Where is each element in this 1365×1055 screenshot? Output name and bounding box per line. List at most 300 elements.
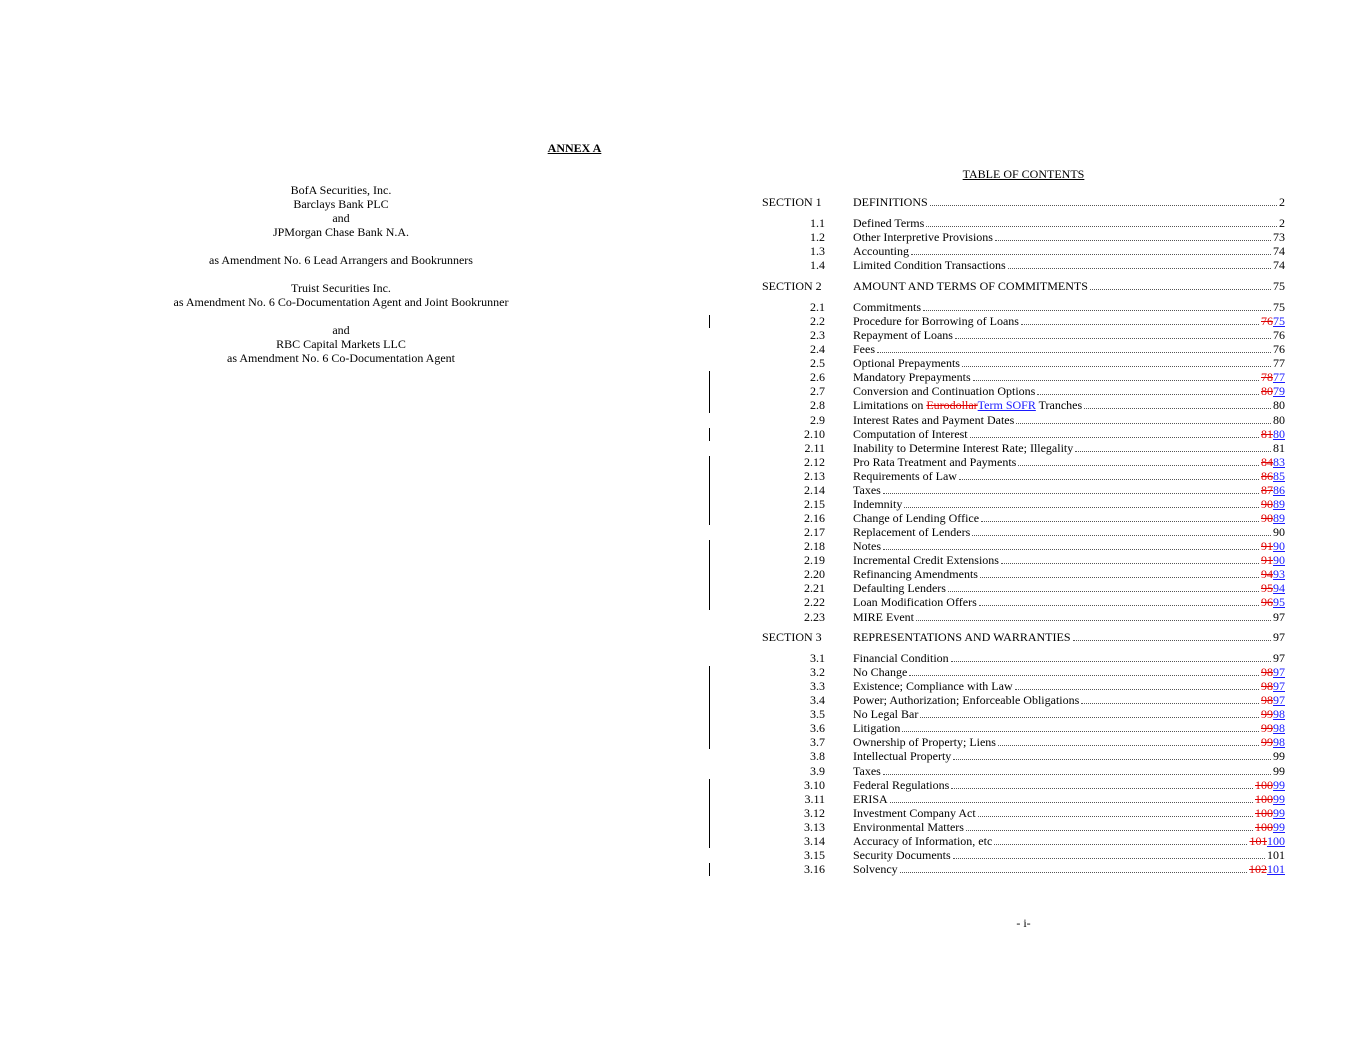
toc-entry-number: 2.23 [804, 609, 825, 624]
title-text: Fees [853, 342, 875, 357]
inserted-page: 75 [1273, 314, 1285, 329]
toc-entry-number: 2.8 [810, 398, 825, 413]
deleted-page: 91 [1261, 539, 1273, 554]
inserted-page: 93 [1273, 567, 1285, 582]
dot-leader [1008, 267, 1271, 269]
toc-entry-number: 2.9 [810, 412, 825, 427]
deleted-page: 102 [1249, 862, 1267, 877]
dot-leader [877, 351, 1271, 353]
title-text: Taxes [853, 482, 881, 497]
toc-entry-number: 2.19 [804, 553, 825, 568]
dot-leader [980, 576, 1259, 578]
toc-entry-row [853, 539, 1285, 553]
party-line: BofA Securities, Inc. [290, 183, 392, 197]
dot-leader [1081, 702, 1259, 704]
dot-leader [955, 337, 1271, 339]
dot-leader [995, 239, 1271, 241]
toc-entry-title [853, 707, 918, 721]
toc-entry-row [853, 314, 1285, 328]
toc-entry-number: 2.12 [804, 454, 825, 469]
toc-entry-number: 2.13 [804, 468, 825, 483]
toc-entry-number: 3.15 [804, 847, 825, 862]
title-text: Commitments [853, 300, 922, 314]
page-text: 99 [1273, 763, 1285, 778]
toc-entry-row [853, 328, 1285, 342]
dot-leader [909, 674, 1259, 676]
dot-leader [959, 478, 1259, 480]
dot-leader [930, 204, 1277, 206]
inserted-page: 80 [1273, 426, 1285, 441]
toc-entry-number: 2.5 [810, 356, 825, 371]
toc-entry-title [853, 469, 957, 483]
title-text: Accuracy of Information, etc [853, 833, 993, 848]
toc-page-number [1261, 370, 1285, 384]
toc-entry-title [853, 314, 1019, 328]
section-title: DEFINITIONS [853, 195, 928, 209]
dot-leader [970, 436, 1259, 438]
toc-entry-row [853, 862, 1285, 876]
toc-entry-number: 2.18 [804, 539, 825, 554]
dot-leader [948, 590, 1259, 592]
page-text: 74 [1273, 244, 1285, 259]
page-text: 81 [1273, 440, 1285, 455]
toc-entry-title [853, 820, 964, 834]
toc-entry-title [853, 195, 928, 209]
toc-entry-row [853, 497, 1285, 511]
deleted-page: 90 [1261, 496, 1273, 511]
title-text: Change of Lending Office [853, 511, 980, 526]
toc-entry-number: 3.7 [810, 735, 825, 750]
inserted-page: 77 [1273, 370, 1285, 385]
dot-leader [981, 520, 1259, 522]
toc-entry-number: 2.17 [804, 525, 825, 540]
page-text: 76 [1273, 342, 1285, 357]
dot-leader [883, 773, 1271, 775]
title-text: Accounting [853, 244, 909, 259]
page-text: 2 [1279, 216, 1285, 230]
title-text: Mandatory Prepayments [853, 370, 971, 385]
toc-entry-title [853, 651, 949, 665]
inserted-page: 83 [1273, 454, 1285, 469]
toc-entry-title [853, 370, 971, 384]
section-page: 2 [1279, 195, 1285, 209]
page-text: 77 [1273, 356, 1285, 371]
toc-entry-title [853, 384, 1035, 398]
toc-entry-title [853, 342, 875, 356]
inserted-page: 86 [1273, 482, 1285, 497]
toc-entry-number: 2.3 [810, 328, 825, 343]
title-text: Procedure for Borrowing of Loans [853, 314, 1019, 329]
dot-leader [883, 492, 1259, 494]
toc-entry-title [853, 862, 898, 876]
dot-leader [951, 787, 1253, 789]
toc-entry-row [853, 679, 1285, 693]
dot-leader [1021, 323, 1259, 325]
dot-leader [973, 379, 1259, 381]
inserted-page: 90 [1273, 539, 1285, 554]
toc-entry-number: 3.12 [804, 805, 825, 820]
toc-page-number [1261, 721, 1285, 735]
toc-entry-title [853, 595, 977, 609]
title-text: Replacement of Lenders [853, 525, 971, 540]
toc-entry-row [853, 455, 1285, 469]
toc-page-number [1273, 356, 1285, 370]
dot-leader [962, 365, 1271, 367]
toc-entry-row [853, 581, 1285, 595]
toc-page-number [1273, 764, 1285, 778]
toc-entry-title [853, 413, 1014, 427]
toc-page-number [1261, 581, 1285, 595]
toc-page-number [1273, 279, 1285, 293]
deleted-page: 100 [1255, 819, 1273, 834]
dot-leader [1090, 288, 1271, 290]
toc-page-number [1249, 862, 1285, 876]
toc-entry-row [853, 300, 1285, 314]
toc-entry-row [853, 553, 1285, 567]
section-title: AMOUNT AND TERMS OF COMMITMENTS [853, 279, 1088, 293]
toc-entry-title [853, 665, 907, 679]
deleted-page: 100 [1255, 805, 1273, 820]
toc-page-number [1261, 553, 1285, 567]
toc-entry-row [853, 413, 1285, 427]
page-number: - i- [1016, 916, 1031, 930]
inserted-page: 90 [1273, 553, 1285, 568]
page-text: 97 [1273, 609, 1285, 624]
page-text: 101 [1267, 847, 1285, 862]
toc-entry-row [853, 356, 1285, 370]
party-line: Truist Securities Inc. [291, 281, 391, 295]
title-text: No Legal Bar [853, 707, 919, 722]
toc-entry-row [853, 384, 1285, 398]
title-text: Limited Condition Transactions [853, 258, 1006, 273]
title-text: Refinancing Amendments [853, 567, 978, 582]
title-text: Litigation [853, 721, 901, 736]
inserted-page: 98 [1273, 721, 1285, 736]
toc-entry-title [853, 511, 979, 525]
toc-entry-title [853, 300, 921, 314]
toc-page-number [1255, 806, 1285, 820]
toc-section-row [853, 195, 1285, 209]
section-label: SECTION 2 [762, 279, 822, 293]
toc-page-number [1273, 749, 1285, 763]
toc-page-number [1273, 651, 1285, 665]
toc-page-number [1261, 693, 1285, 707]
inserted-page: 99 [1273, 791, 1285, 806]
toc-entry-row [853, 651, 1285, 665]
toc-page-number [1261, 539, 1285, 553]
section-label: SECTION 3 [762, 630, 822, 644]
toc-page-number [1261, 455, 1285, 469]
toc-entry-number: 2.16 [804, 511, 825, 526]
deleted-page: 81 [1261, 426, 1273, 441]
inserted-page: 99 [1273, 805, 1285, 820]
inserted-page: 79 [1273, 384, 1285, 399]
deleted-page: 99 [1261, 735, 1273, 750]
deleted-page: 99 [1261, 707, 1273, 722]
change-bar [709, 779, 710, 848]
toc-entry-number: 3.4 [810, 693, 825, 708]
dot-leader [1037, 393, 1259, 395]
toc-page-number [1273, 230, 1285, 244]
inserted-page: 98 [1273, 707, 1285, 722]
toc-entry-title [853, 455, 1016, 469]
toc-section-row [853, 279, 1285, 293]
toc-page-number [1273, 413, 1285, 427]
toc-page-number [1261, 567, 1285, 581]
title-text: Taxes [853, 763, 881, 778]
toc-entry-row [853, 230, 1285, 244]
title-text: Computation of Interest [853, 426, 968, 441]
toc-entry-title [853, 735, 996, 749]
toc-entry-title [853, 778, 949, 792]
toc-entry-number: 3.16 [804, 862, 825, 877]
toc-entry-number: 3.3 [810, 679, 825, 694]
inserted-page: 85 [1273, 468, 1285, 483]
inserted-page: 89 [1273, 496, 1285, 511]
inserted-page: 99 [1273, 819, 1285, 834]
toc-entry-title [853, 581, 946, 595]
change-bar [709, 371, 710, 412]
title-text: Defined Terms [853, 216, 925, 230]
toc-entry-number: 1.2 [810, 230, 825, 245]
title-text: Defaulting Lenders [853, 581, 946, 596]
page-text: 80 [1273, 412, 1285, 427]
toc-entry-title [853, 279, 1088, 293]
toc-entry-number: 2.15 [804, 496, 825, 511]
toc-page-number [1261, 735, 1285, 749]
title-text: Environmental Matters [853, 819, 964, 834]
title-text: Pro Rata Treatment and Payments [853, 454, 1017, 469]
toc-entry-row [853, 820, 1285, 834]
toc-entry-number: 2.7 [810, 384, 825, 399]
dot-leader [1018, 464, 1259, 466]
parties-block [130, 183, 552, 365]
toc-page-number [1273, 610, 1285, 624]
title-text: Intellectual Property [853, 749, 952, 764]
deleted-page: 99 [1261, 721, 1273, 736]
toc-entry-row [853, 483, 1285, 497]
inserted-text: Term SOFR [977, 398, 1036, 413]
dot-leader [890, 801, 1253, 803]
toc-entry-number: 2.21 [804, 581, 825, 596]
inserted-page: 97 [1273, 693, 1285, 708]
toc-title: TABLE OF CONTENTS [962, 167, 1085, 181]
inserted-page: 101 [1267, 862, 1285, 877]
title-text: Repayment of Loans [853, 328, 953, 343]
change-bar [709, 428, 710, 441]
deleted-text: Eurodollar [926, 398, 978, 413]
toc-entry-title [853, 398, 1082, 412]
dot-leader [1016, 422, 1271, 424]
title-text: Loan Modification Offers [853, 595, 977, 610]
page-text: 75 [1273, 300, 1285, 314]
toc-entry-number: 1.3 [810, 244, 825, 259]
title-text: Federal Regulations [853, 777, 950, 792]
dot-leader [923, 309, 1271, 311]
inserted-page: 97 [1273, 679, 1285, 694]
dot-leader [972, 534, 1271, 536]
toc-entry-title [853, 328, 953, 342]
title-text: No Change [853, 665, 908, 680]
toc-entry-title [853, 497, 902, 511]
toc-entry-title [853, 356, 960, 370]
toc-entry-row [853, 244, 1285, 258]
toc-entry-number: 2.1 [810, 300, 825, 314]
title-text: Optional Prepayments [853, 356, 960, 371]
deleted-page: 100 [1255, 777, 1273, 792]
toc-entry-number: 3.2 [810, 665, 825, 680]
toc-entry-row [853, 764, 1285, 778]
toc-entry-row [853, 721, 1285, 735]
dot-leader [978, 815, 1253, 817]
deleted-page: 90 [1261, 511, 1273, 526]
party-line: Barclays Bank PLC [293, 197, 389, 211]
toc-entry-row [853, 525, 1285, 539]
page-text: 76 [1273, 328, 1285, 343]
title-text: MIRE Event [853, 609, 914, 624]
dot-leader [1073, 639, 1272, 641]
toc-entry-row [853, 427, 1285, 441]
toc-entry-row [853, 610, 1285, 624]
deleted-page: 80 [1261, 384, 1273, 399]
toc-entry-number: 2.20 [804, 567, 825, 582]
title-text: Inability to Determine Interest Rate; Illegality [853, 440, 1074, 455]
section-label: SECTION 1 [762, 195, 822, 209]
page-text: 74 [1273, 258, 1285, 273]
page-text: 99 [1273, 749, 1285, 764]
toc-page-number [1273, 258, 1285, 272]
inserted-page: 99 [1273, 777, 1285, 792]
dot-leader [994, 843, 1247, 845]
toc-entry-title [853, 230, 993, 244]
toc-entry-number: 3.9 [810, 763, 825, 778]
blank-line [130, 239, 552, 253]
toc-page-number [1261, 427, 1285, 441]
dot-leader [904, 506, 1259, 508]
deleted-page: 84 [1261, 454, 1273, 469]
toc-entry-row [853, 370, 1285, 384]
toc-entry-title [853, 483, 881, 497]
title-text: Conversion and Continuation Options [853, 384, 1036, 399]
toc-page-number [1261, 679, 1285, 693]
deleted-page: 94 [1261, 567, 1273, 582]
toc-entry-title [853, 848, 951, 862]
party-line: as Amendment No. 6 Co-Documentation Agent [227, 351, 455, 365]
title-text: Existence; Compliance with Law [853, 679, 1013, 694]
toc-entry-title [853, 441, 1073, 455]
toc-entry-number: 3.13 [804, 819, 825, 834]
dot-leader [883, 548, 1259, 550]
title-text: Financial Condition [853, 651, 949, 665]
toc-page-number [1255, 820, 1285, 834]
toc-page-number [1273, 398, 1285, 412]
title-text: Incremental Credit Extensions [853, 553, 999, 568]
party-line: RBC Capital Markets LLC [276, 337, 406, 351]
toc-entry-number: 2.4 [810, 342, 825, 357]
toc-entry-row [853, 342, 1285, 356]
toc-entry-number: 2.14 [804, 482, 825, 497]
toc-entry-row [853, 792, 1285, 806]
toc-page-number [1261, 707, 1285, 721]
toc-entry-number: 2.2 [810, 314, 825, 329]
toc-page-number [1261, 384, 1285, 398]
inserted-page: 98 [1273, 735, 1285, 750]
toc-entry-title [853, 244, 909, 258]
toc-entry-row [853, 848, 1285, 862]
dot-leader [1015, 688, 1259, 690]
toc-entry-row [853, 665, 1285, 679]
toc-entry-number: 3.10 [804, 777, 825, 792]
toc-entry-title [853, 525, 970, 539]
title-text: Indemnity [853, 496, 903, 511]
toc-entry-row [853, 469, 1285, 483]
toc-entry-row [853, 806, 1285, 820]
dot-leader [920, 716, 1259, 718]
party-line: JPMorgan Chase Bank N.A. [272, 225, 410, 239]
change-bar [709, 666, 710, 749]
toc-page-number [1273, 630, 1285, 644]
dot-leader [979, 604, 1259, 606]
toc-entry-title [853, 721, 900, 735]
deleted-page: 87 [1261, 482, 1273, 497]
dot-leader [951, 660, 1271, 662]
title-text: Limitations on [853, 398, 927, 413]
change-bar [709, 540, 710, 609]
title-text: Investment Company Act [853, 805, 976, 820]
toc-entry-title [853, 630, 1071, 644]
toc-entry-row [853, 707, 1285, 721]
toc-entry-number: 3.14 [804, 833, 825, 848]
toc-entry-number: 3.6 [810, 721, 825, 736]
page-text: 90 [1273, 525, 1285, 540]
dot-leader [1001, 562, 1259, 564]
toc-entry-title [853, 806, 976, 820]
annex-title: ANNEX A [547, 141, 602, 155]
toc-page-number [1273, 525, 1285, 539]
deleted-page: 78 [1261, 370, 1273, 385]
toc-entry-number: 3.5 [810, 707, 825, 722]
change-bar [709, 863, 710, 876]
toc-page-number [1273, 300, 1285, 314]
toc-entry-row [853, 258, 1285, 272]
toc-page-number [1279, 195, 1285, 209]
deleted-page: 76 [1261, 314, 1273, 329]
toc-page-number [1261, 595, 1285, 609]
toc-page-number [1261, 469, 1285, 483]
toc-entry-number: 3.11 [804, 791, 825, 806]
toc-page-number [1279, 216, 1285, 230]
toc-entry-title [853, 427, 968, 441]
dot-leader [1084, 407, 1271, 409]
toc-page-number [1249, 834, 1285, 848]
deleted-page: 101 [1249, 833, 1267, 848]
title-text: Interest Rates and Payment Dates [853, 412, 1015, 427]
title-text: Tranches [1035, 398, 1083, 413]
page-text: 80 [1273, 398, 1285, 413]
toc-entry-title [853, 834, 992, 848]
dot-leader [911, 253, 1271, 255]
dot-leader [953, 758, 1271, 760]
title-text: Notes [853, 539, 881, 554]
toc-page-number [1255, 778, 1285, 792]
section-page: 97 [1273, 630, 1285, 644]
inserted-page: 89 [1273, 511, 1285, 526]
party-line: and [332, 323, 350, 337]
toc-entry-row [853, 834, 1285, 848]
title-text: Other Interpretive Provisions [853, 230, 993, 245]
toc-entry-title [853, 679, 1013, 693]
toc-entry-row [853, 735, 1285, 749]
